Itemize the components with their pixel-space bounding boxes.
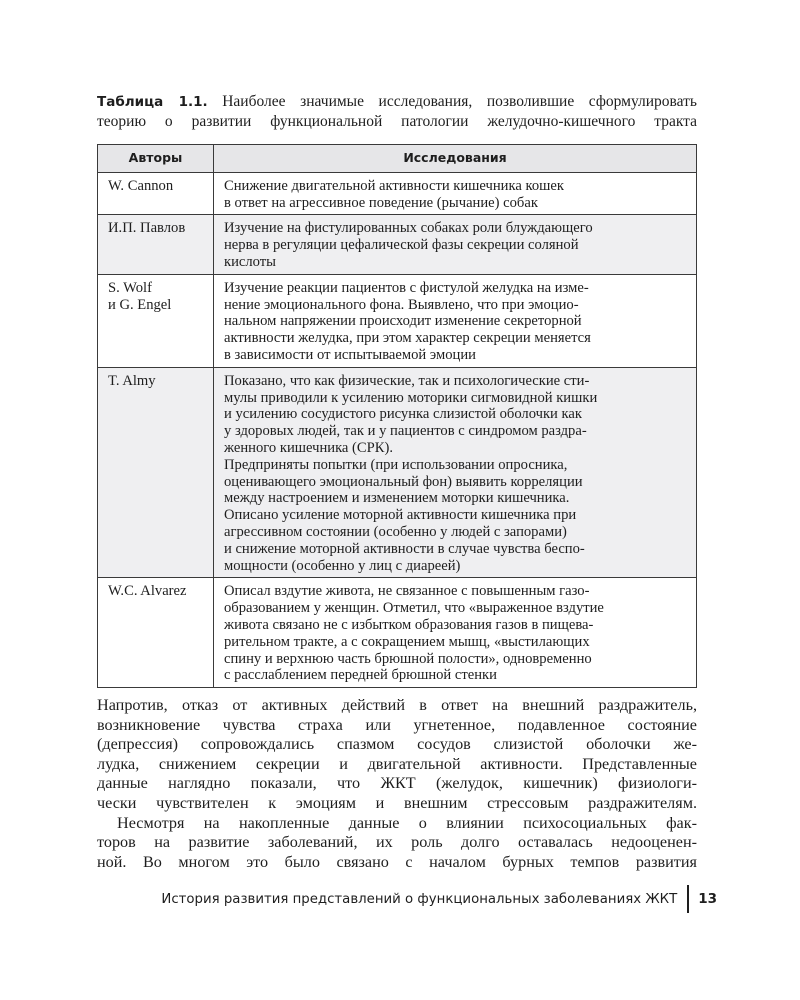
- study-cell: [214, 274, 697, 367]
- study-line: между настроением и изменением моторки кишечника.: [224, 490, 570, 507]
- author-cell: [98, 367, 214, 578]
- author-cell: [98, 274, 214, 367]
- body-text: [97, 696, 697, 872]
- study-cell: [214, 215, 697, 274]
- author-line: И.П. Павлов: [108, 220, 186, 237]
- footer-divider: [687, 885, 689, 913]
- caption-text: Наиболее значимые исследования, позволившие сформулировать: [222, 93, 697, 110]
- paragraph: [97, 814, 697, 873]
- study-line: у здоровых людей, так и у пациентов с синдромом раздра-: [224, 423, 587, 440]
- text-line: (депрессия) сопровождались спазмом сосудов слизистой оболочки же-: [97, 735, 697, 754]
- study-line: женного кишечника (СРК).: [224, 439, 394, 456]
- caption-line: [97, 92, 697, 112]
- study-line: живота связано не с избытком образования газов в пищева-: [224, 616, 594, 633]
- study-line: Изучение реакции пациентов с фистулой желудка на изме-: [224, 279, 589, 296]
- text-line: возникновение чувства страха или угнетенное, подавленное состояние: [97, 715, 697, 734]
- study-line: нерва в регуляции цефалической фазы секреции соляной: [224, 237, 579, 254]
- study-line: рительном тракте, а с сокращением мышц, «выстилающих: [224, 633, 590, 650]
- study-line: нение эмоционального фона. Выявлено, что при эмоцио-: [224, 296, 579, 313]
- caption-label: Таблица 1.1.: [97, 94, 208, 110]
- study-line: в ответ на агрессивное поведение (рычание) собак: [224, 194, 538, 211]
- header-authors: Авторы: [98, 145, 214, 173]
- text-line: ной. Во многом это было связано с началом бурных темпов развития: [97, 852, 697, 871]
- study-line: с расслаблением передней брюшной стенки: [224, 667, 497, 684]
- table-row: [98, 274, 697, 367]
- study-line: мощности (особенно у лиц с диареей): [224, 557, 461, 574]
- author-cell: [98, 172, 214, 215]
- author-line: S. Wolf: [108, 279, 152, 296]
- table-row: [98, 172, 697, 215]
- text-line: лудка, снижением секреции и двигательной активности. Представленные: [97, 754, 697, 773]
- table-header-row: [98, 145, 697, 173]
- running-title: История развития представлений о функциональных заболеваниях ЖКТ: [161, 891, 678, 907]
- text-line: торов на развитие заболеваний, их роль долго оставалась недооценен-: [97, 833, 697, 852]
- table-row: [98, 367, 697, 578]
- study-line: Изучение на фистулированных собаках роли блуждающего: [224, 220, 593, 237]
- study-cell: [214, 578, 697, 688]
- text-line: чески чувствителен к эмоциям и внешним стрессовым раздражителям.: [97, 794, 697, 813]
- study-line: нальном напряжении происходит изменение секреторной: [224, 313, 582, 330]
- page-content: [97, 92, 697, 872]
- author-line: W. Cannon: [108, 177, 174, 194]
- study-line: образованием у женщин. Отметил, что «выраженное вздутие: [224, 600, 604, 617]
- study-line: спину и верхнюю часть брюшной полости», одновременно: [224, 650, 592, 667]
- study-line: Описал вздутие живота, не связанное с повышенным газо-: [224, 583, 590, 600]
- page-footer: [100, 884, 717, 914]
- author-cell: [98, 578, 214, 688]
- study-line: оценивающего эмоциональный фон) выявить корреляции: [224, 473, 583, 490]
- table-row: [98, 215, 697, 274]
- paragraph: [97, 696, 697, 814]
- study-line: кислоты: [224, 253, 276, 270]
- caption-line: теорию о развитии функциональной патологии желудочно-кишечного тракта: [97, 113, 697, 130]
- study-line: мулы приводили к усилению моторики сигмовидной кишки: [224, 389, 598, 406]
- author-cell: [98, 215, 214, 274]
- author-line: W.C. Alvarez: [108, 583, 187, 600]
- author-line: и G. Engel: [108, 296, 172, 313]
- table-caption: [97, 92, 697, 131]
- study-line: активности желудка, при этом характер секреции меняется: [224, 330, 591, 347]
- study-line: Описано усиление моторной активности кишечника при: [224, 507, 577, 524]
- page-number: 13: [698, 891, 717, 907]
- table-row: [98, 578, 697, 688]
- study-line: и усилению сосудистого рисунка слизистой оболочки как: [224, 406, 582, 423]
- study-line: Показано, что как физические, так и психологические сти-: [224, 372, 590, 389]
- author-line: T. Almy: [108, 372, 156, 389]
- table-body: [98, 172, 697, 687]
- study-line: Снижение двигательной активности кишечника кошек: [224, 177, 564, 194]
- study-line: агрессивном состоянии (особенно у людей с запорами): [224, 523, 567, 540]
- text-line: Напротив, отказ от активных действий в ответ на внешний раздражитель,: [97, 696, 697, 715]
- study-line: и снижение моторной активности в случае чувства беспо-: [224, 540, 585, 557]
- study-cell: [214, 172, 697, 215]
- studies-table: [97, 144, 697, 688]
- study-line: Предприняты попытки (при использовании опросника,: [224, 456, 568, 473]
- text-line: Несмотря на накопленные данные о влиянии психосоциальных фак-: [117, 813, 697, 832]
- study-line: в зависимости от испытываемой эмоции: [224, 346, 476, 363]
- study-cell: [214, 367, 697, 578]
- text-line: данные наглядно показали, что ЖКТ (желудок, кишечник) физиологи-: [97, 774, 697, 793]
- header-studies: Исследования: [214, 145, 697, 173]
